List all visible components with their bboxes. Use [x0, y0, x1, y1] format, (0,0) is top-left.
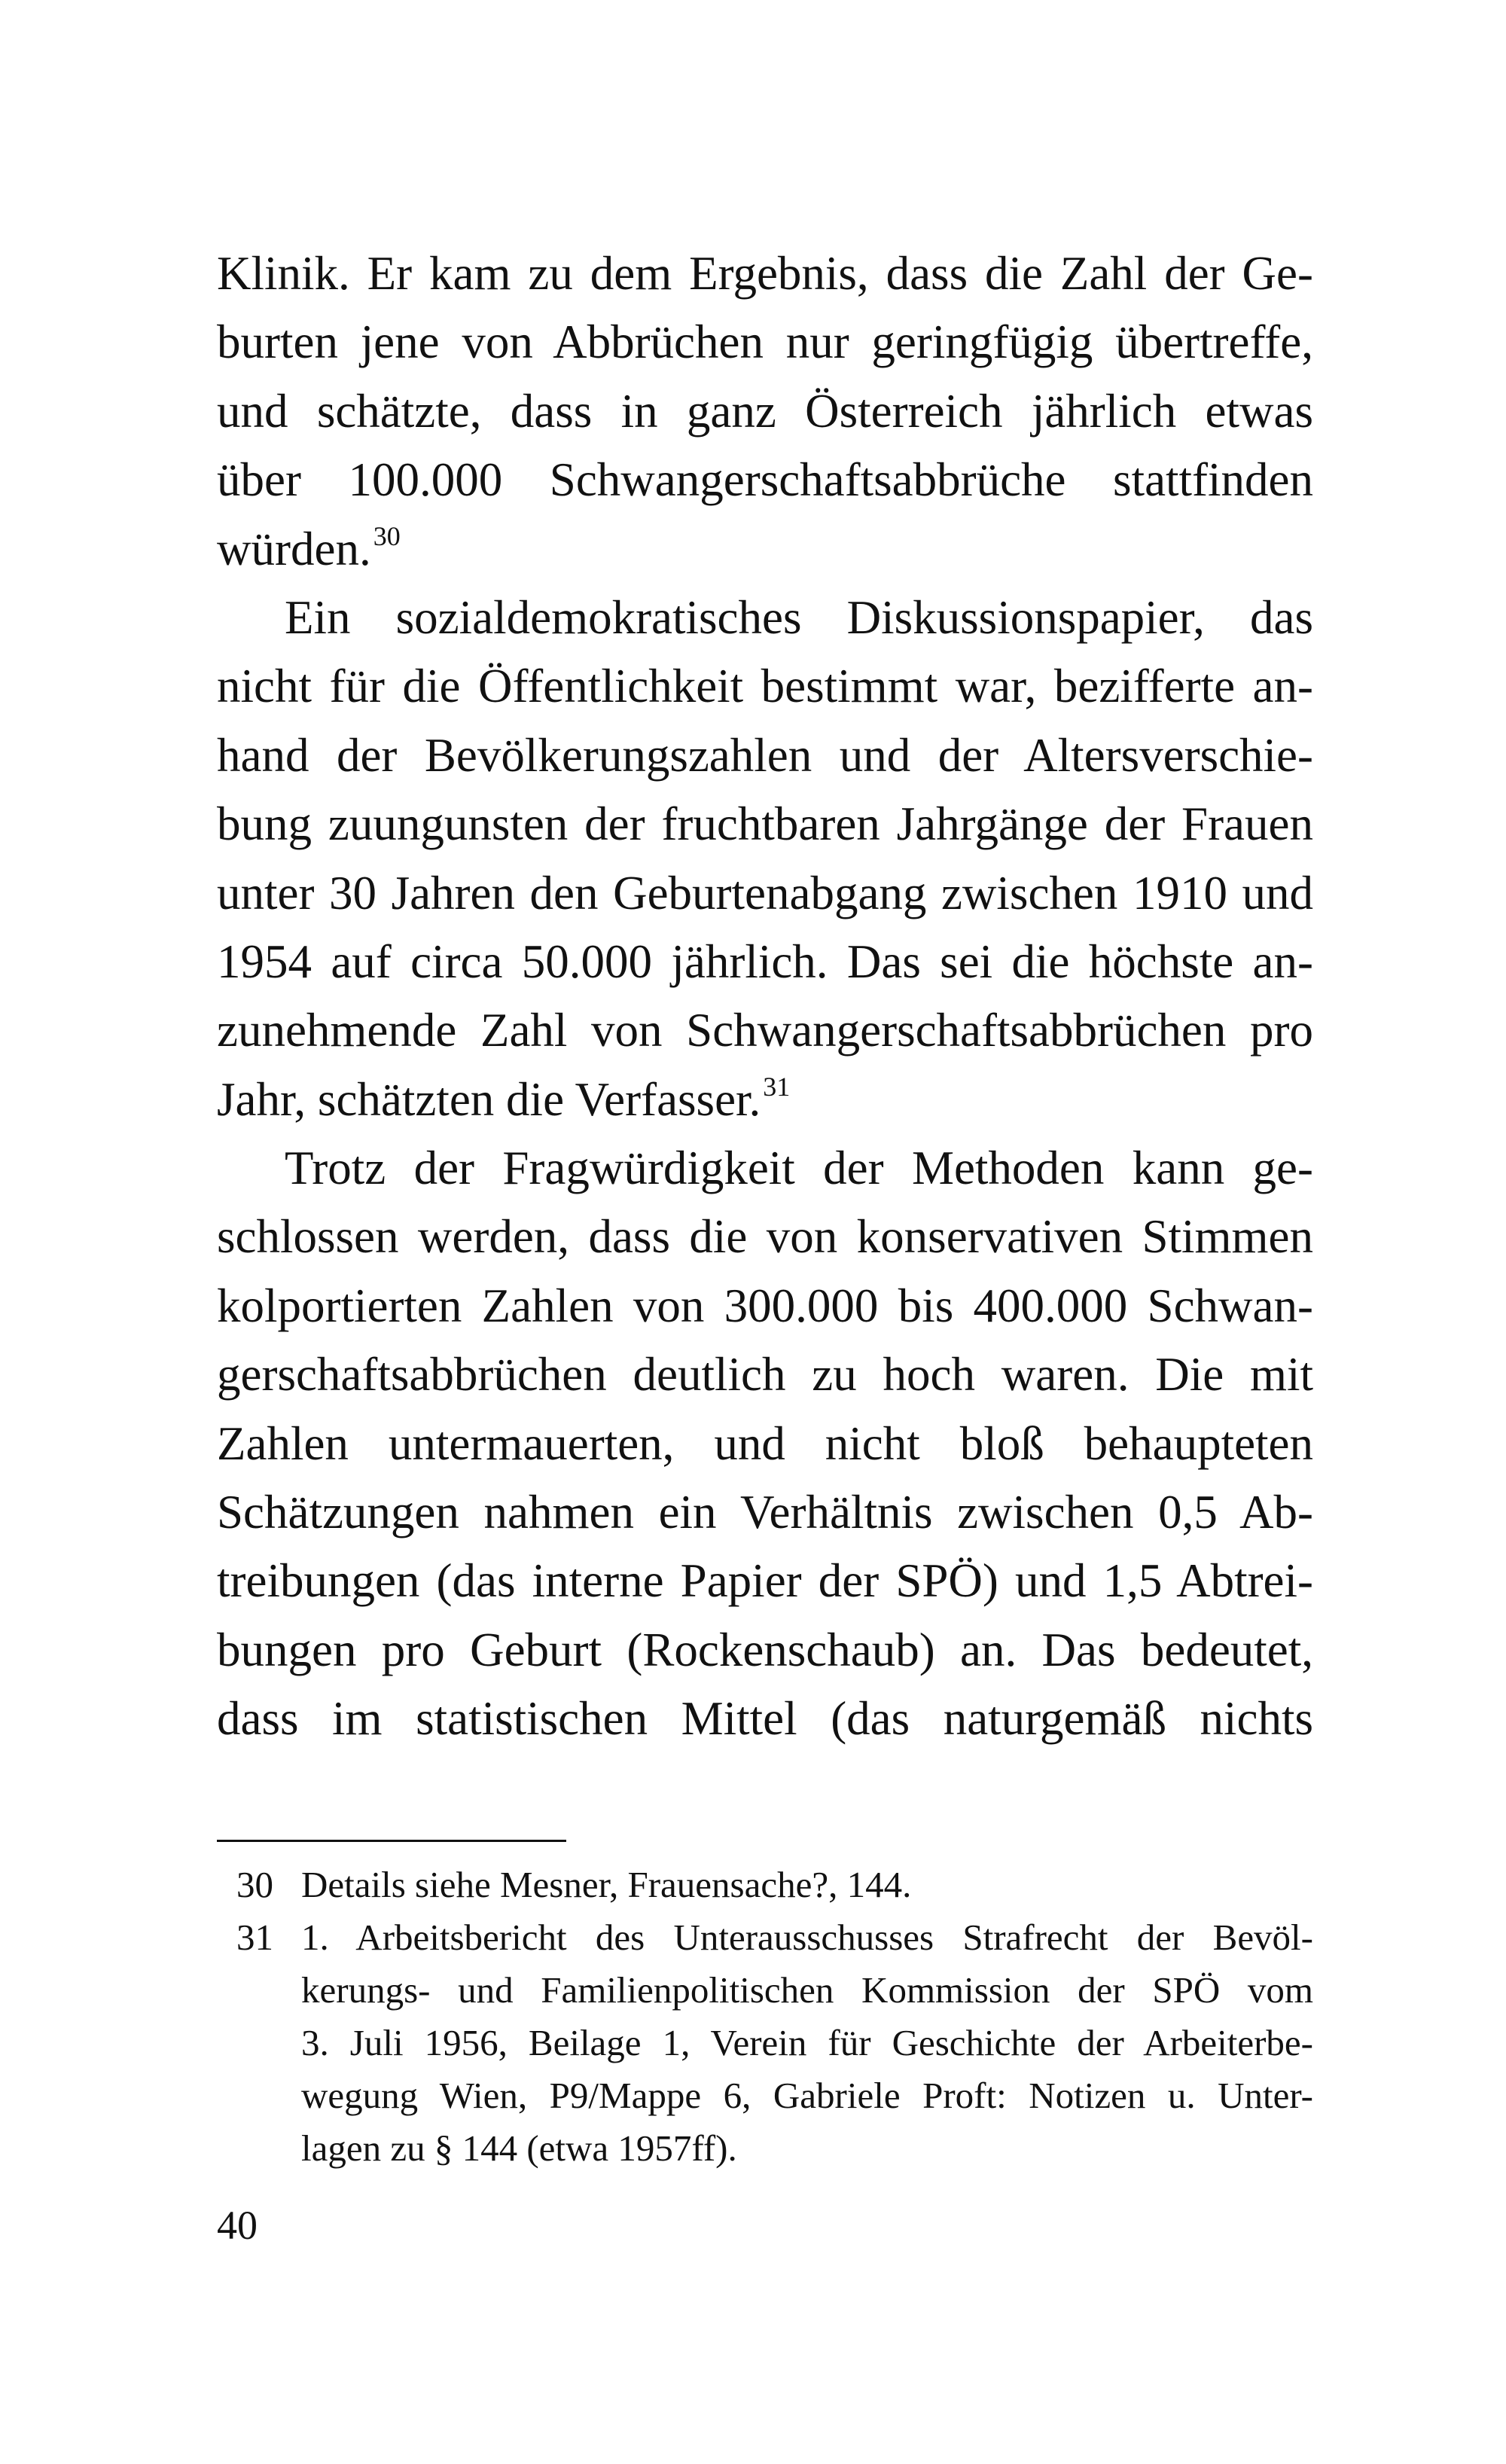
footnote-line: Details siehe Mesner, Frauensache?, 144.: [301, 1864, 912, 1905]
footnote-number: 30: [236, 1864, 273, 1905]
footnote-line: 1. Arbeitsbericht des Unterausschusses Strafrecht der Bevöl-: [301, 1917, 1313, 1958]
text-line: [217, 515, 1313, 584]
page-number: 40: [217, 2203, 258, 2248]
text-line: burten jene von Abbrüchen nur geringfügig übertreffe,: [217, 316, 1313, 369]
text-line: hand der Bevölkerungszahlen und der Altersverschie-: [217, 728, 1313, 782]
text-line: Schätzungen nahmen ein Verhältnis zwischen 0,5 Ab-: [217, 1486, 1313, 1539]
text-line: zunehmende Zahl von Schwangerschaftsabbrüchen pro: [217, 1004, 1313, 1057]
paragraph-start-line: Trotz der Fragwürdigkeit der Methoden kann ge-: [285, 1142, 1313, 1195]
footnote-ref[interactable]: 31: [763, 1071, 791, 1102]
footnote-separator: [217, 1840, 566, 1842]
text-line: Zahlen untermauerten, und nicht bloß behaupteten: [217, 1416, 1313, 1470]
footnote-31: [217, 1911, 1313, 2175]
text-line: kolportierten Zahlen von 300.000 bis 400.000 Schwan-: [217, 1279, 1313, 1332]
text-line: Klinik. Er kam zu dem Ergebnis, dass die Zahl der Ge-: [217, 247, 1313, 300]
paragraph-start-line: Ein sozialdemokratisches Diskussionspapier, das: [285, 590, 1313, 644]
text-line: schlossen werden, dass die von konservativen Stimmen: [217, 1210, 1313, 1264]
text-line-content: Jahr, schätzten die Verfasser.: [217, 1072, 761, 1126]
footnote-number: 31: [236, 1917, 273, 1958]
footnote-30: [217, 1859, 1313, 1911]
text-line: 1954 auf circa 50.000 jährlich. Das sei die höchste an-: [217, 935, 1313, 988]
text-line: bungen pro Geburt (Rockenschaub) an. Das bedeutet,: [217, 1623, 1313, 1676]
footnote-ref[interactable]: 30: [373, 520, 401, 551]
footnotes: [217, 1859, 1313, 2175]
text-line: und schätzte, dass in ganz Österreich jährlich etwas: [217, 384, 1313, 438]
footnote-line: wegung Wien, P9/Mappe 6, Gabriele Proft: Notizen u. Unter-: [301, 2075, 1313, 2116]
text-line-content: würden.: [217, 522, 371, 575]
text-line: dass im statistischen Mittel (das naturgemäß nichts: [217, 1692, 1313, 1746]
text-line: über 100.000 Schwangerschaftsabbrüche stattfinden: [217, 453, 1313, 507]
text-line: [217, 1066, 1313, 1134]
footnote-line: lagen zu § 144 (etwa 1957ff).: [301, 2127, 737, 2169]
text-line: treibungen (das interne Papier der SPÖ) und 1,5 Abtrei-: [217, 1554, 1313, 1608]
main-text: [217, 239, 1313, 1754]
text-line: gerschaftsabbrüchen deutlich zu hoch waren. Die mit: [217, 1348, 1313, 1401]
footnote-line: 3. Juli 1956, Beilage 1, Verein für Geschichte der Arbeiterbe-: [301, 2022, 1313, 2063]
text-line: bung zuungunsten der fruchtbaren Jahrgänge der Frauen: [217, 797, 1313, 851]
footnote-line: kerungs- und Familienpolitischen Kommission der SPÖ vom: [301, 1969, 1313, 2011]
text-line: nicht für die Öffentlichkeit bestimmt war, bezifferte an-: [217, 660, 1313, 713]
text-line: unter 30 Jahren den Geburtenabgang zwischen 1910 und: [217, 866, 1313, 919]
